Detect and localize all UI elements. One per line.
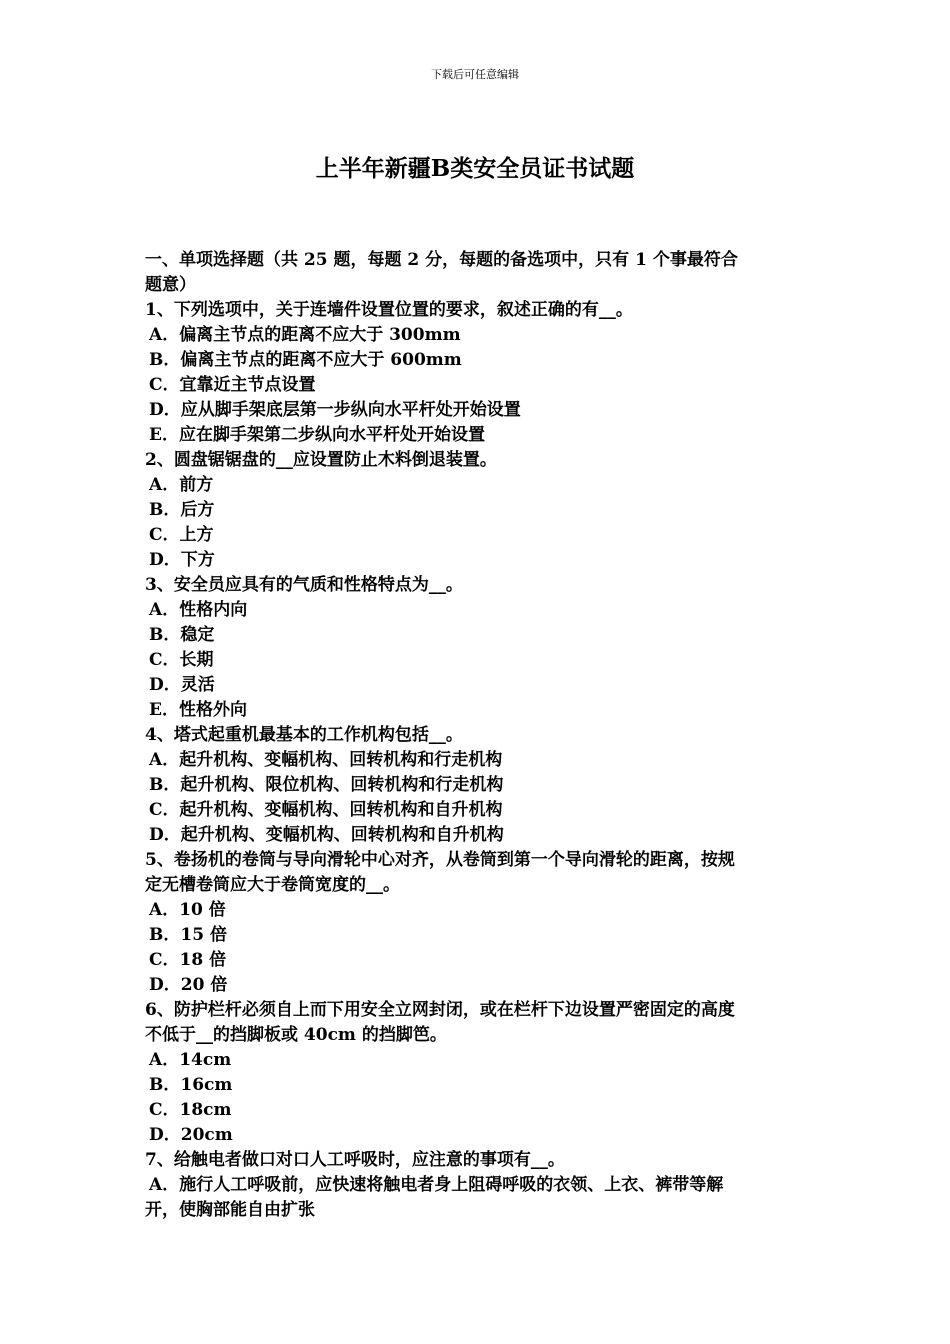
option-b: B．起升机构、限位机构、回转机构和行走机构 xyxy=(149,775,504,795)
option-a: A．10 倍 xyxy=(149,900,226,920)
question-5 xyxy=(145,848,810,998)
option-b: B．后方 xyxy=(149,500,215,520)
option-d: D．起升机构、变幅机构、回转机构和自升机构 xyxy=(149,825,504,845)
question-1 xyxy=(145,298,810,448)
option-e: E．性格外向 xyxy=(149,700,247,720)
question-stem: 2、圆盘锯锯盘的__应设置防止木料倒退装置。 xyxy=(145,450,497,470)
option-d: D．20cm xyxy=(149,1125,233,1145)
question-stem-line-1: 5、卷扬机的卷筒与导向滑轮中心对齐，从卷筒到第一个导向滑轮的距离，按规 xyxy=(145,850,735,870)
question-4 xyxy=(145,723,810,848)
option-c: C．宜靠近主节点设置 xyxy=(149,375,316,395)
option-e: E．应在脚手架第二步纵向水平杆处开始设置 xyxy=(149,425,485,445)
question-stem-line-1: 6、防护栏杆必须自上而下用安全立网封闭，或在栏杆下边设置严密固定的高度 xyxy=(145,1000,735,1020)
option-d: D．应从脚手架底层第一步纵向水平杆处开始设置 xyxy=(149,400,521,420)
question-7 xyxy=(145,1148,810,1223)
option-a-line-2: 开，使胸部能自由扩张 xyxy=(145,1200,315,1220)
document-title: 上半年新疆B类安全员证书试题 xyxy=(315,155,635,182)
option-a: A．14cm xyxy=(149,1050,232,1070)
option-d: D．下方 xyxy=(149,550,215,570)
option-c: C．长期 xyxy=(149,650,214,670)
header-note: 下载后可任意编辑 xyxy=(431,68,519,81)
question-stem-line-2: 定无槽卷筒应大于卷筒宽度的__。 xyxy=(145,875,400,895)
option-c: C．18cm xyxy=(149,1100,232,1120)
question-3 xyxy=(145,573,810,723)
question-stem: 7、给触电者做口对口人工呼吸时，应注意的事项有__。 xyxy=(145,1150,565,1170)
question-stem: 3、安全员应具有的气质和性格特点为__。 xyxy=(145,575,463,595)
question-stem: 1、下列选项中，关于连墙件设置位置的要求，叙述正确的有__。 xyxy=(145,300,633,320)
section-heading-line-2: 题意） xyxy=(145,275,196,295)
question-stem: 4、塔式起重机最基本的工作机构包括__。 xyxy=(145,725,463,745)
section-heading-line-1: 一、单项选择题（共 25 题，每题 2 分，每题的备选项中，只有 1 个事最符合 xyxy=(145,250,738,270)
option-b: B．偏离主节点的距离不应大于 600mm xyxy=(149,350,462,370)
option-a-line-1: A．施行人工呼吸前，应快速将触电者身上阻碍呼吸的衣领、上衣、裤带等解 xyxy=(149,1175,724,1195)
option-a: A．性格内向 xyxy=(149,600,248,620)
question-2 xyxy=(145,448,810,573)
option-b: B．稳定 xyxy=(149,625,215,645)
option-c: C．上方 xyxy=(149,525,214,545)
option-a: A．前方 xyxy=(149,475,214,495)
option-b: B．16cm xyxy=(149,1075,233,1095)
option-d: D．灵活 xyxy=(149,675,215,695)
option-a: A．起升机构、变幅机构、回转机构和行走机构 xyxy=(149,750,503,770)
option-c: C．18 倍 xyxy=(149,950,227,970)
option-c: C．起升机构、变幅机构、回转机构和自升机构 xyxy=(149,800,503,820)
document-body xyxy=(145,248,810,1223)
question-6 xyxy=(145,998,810,1148)
option-d: D．20 倍 xyxy=(149,975,228,995)
question-stem-line-2: 不低于__的挡脚板或 40cm 的挡脚笆。 xyxy=(145,1025,447,1045)
option-b: B．15 倍 xyxy=(149,925,227,945)
option-a: A．偏离主节点的距离不应大于 300mm xyxy=(149,325,461,345)
